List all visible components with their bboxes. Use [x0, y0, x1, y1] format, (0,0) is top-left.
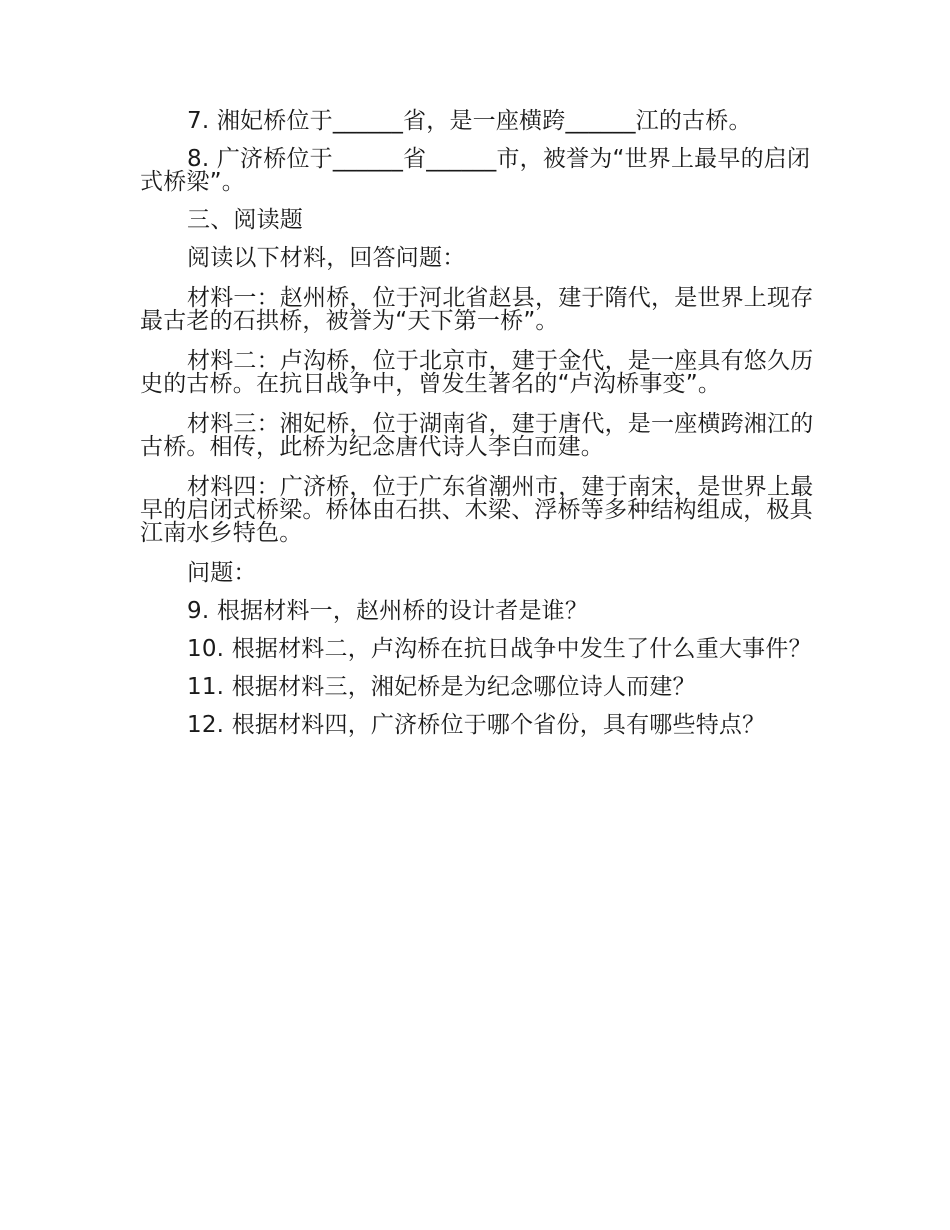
question-9: 9. 根据材料一，赵州桥的设计者是谁？: [187, 598, 589, 624]
reading-intro: 阅读以下材料，回答问题：: [187, 245, 466, 271]
question-8: 8. 广济桥位于______省______市，被誉为“世界上最早的启闭式桥梁”。: [140, 146, 811, 195]
section-heading: 三、阅读题: [187, 207, 303, 233]
questions-label: 问题：: [187, 560, 257, 586]
question-7: 7. 湘妃桥位于______省，是一座横跨______江的古桥。: [187, 108, 752, 134]
question-11: 11. 根据材料三，湘妃桥是为纪念哪位诗人而建？: [187, 674, 696, 700]
question-12: 12. 根据材料四，广济桥位于哪个省份，具有哪些特点？: [187, 712, 766, 738]
question-10: 10. 根据材料二，卢沟桥在抗日战争中发生了什么重大事件？: [187, 636, 812, 662]
material-3: 材料三：湘妃桥，位于湖南省，建于唐代，是一座横跨湘江的古桥。相传，此桥为纪念唐代诗人李白而建。: [140, 411, 814, 460]
document-page: [140, 100, 820, 737]
material-1: 材料一：赵州桥，位于河北省赵县，建于隋代，是世界上现存最古老的石拱桥，被誉为“天下第一桥”。: [140, 285, 814, 334]
material-4: 材料四：广济桥，位于广东省潮州市，建于南宋，是世界上最早的启闭式桥梁。桥体由石拱、木梁、浮桥等多种结构组成，极具江南水乡特色。: [140, 474, 814, 546]
material-2: 材料二：卢沟桥，位于北京市，建于金代，是一座具有悠久历史的古桥。在抗日战争中，曾发生著名的“卢沟桥事变”。: [140, 348, 814, 397]
